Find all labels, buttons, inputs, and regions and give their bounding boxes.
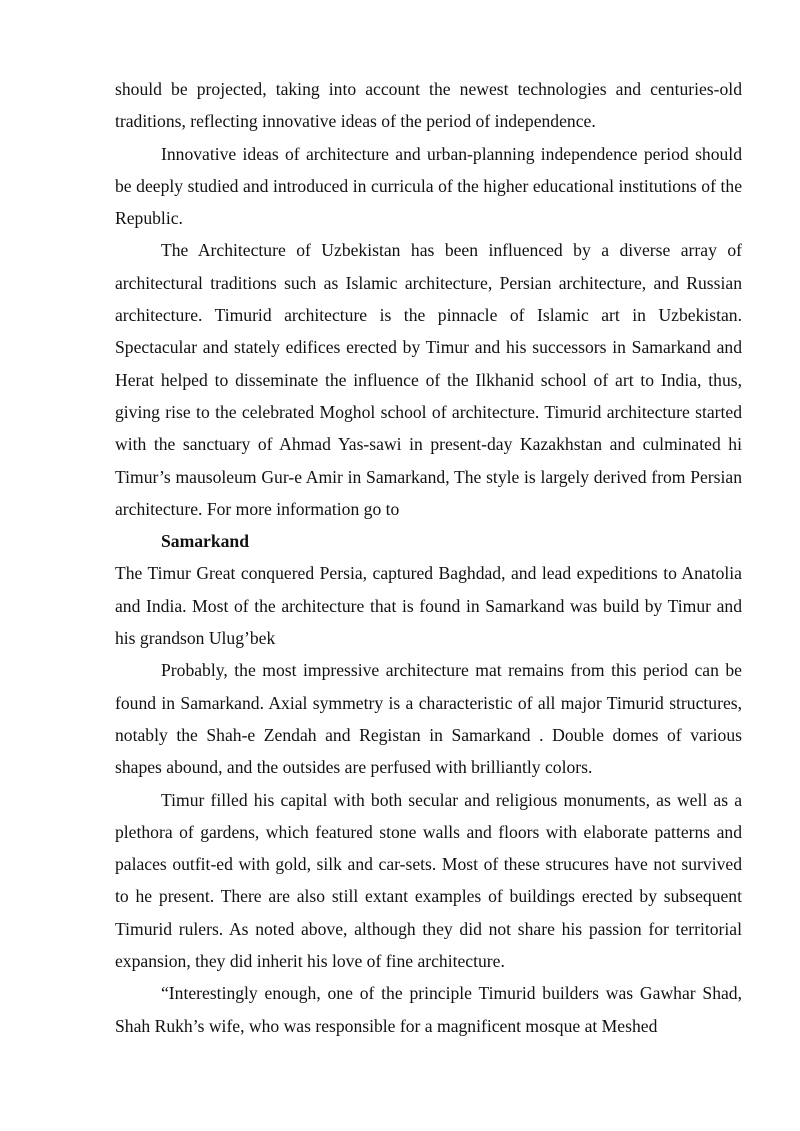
paragraph-gawhar-shad: “Interestingly enough, one of the principle Timurid builders was Gawhar Shad, Shah Rukh’s wife, who was responsible for a magnificent mosque at Meshed — [115, 983, 742, 1036]
document-body — [115, 73, 742, 1042]
paragraph-impressive-architecture: Probably, the most impressive architecture mat remains from this period can be found in Samarkand. Axial symmetry is a characteristic of all major Timurid structures, notably the Shah-e Zendah and Registan in Samarkand . Double domes of various shapes abound, and the outsides are perfused with brilliantly colors. — [115, 660, 742, 778]
paragraph-innovative-ideas: Innovative ideas of architecture and urban-planning independence period should be deeply studied and introduced in curricula of the higher educational institutions of the Republic. — [115, 143, 742, 229]
paragraph-timur-conquests: The Timur Great conquered Persia, captured Baghdad, and lead expeditions to Anatolia and India. Most of the architecture that is found in Samarkand was build by Timur and his grandson Ulug’bek — [115, 563, 742, 649]
paragraph-architecture-of-uzbekistan: The Architecture of Uzbekistan has been influenced by a diverse array of architectural traditions such as Islamic architecture, Persian architecture, and Russian architecture. Timurid architecture is the pinnacle of Islamic art in Uzbekistan. Spectacular and stately edifices erected by Timur and his successors in Samarkand and Herat helped to disseminate the influence of the Ilkhanid school of art to India, thus, giving rise to the celebrated Moghol school of architecture. Timurid architecture started with the sanctuary of Ahmad Yas-sawi in present-day Kazakhstan and culminated hi Timur’s mausoleum Gur-e Amir in Samarkand, The style is largely derived from Persian architecture. For more information go to — [115, 240, 742, 519]
paragraph-continuation: should be projected, taking into account the newest technologies and centuries-old traditions, reflecting innovative ideas of the period of independence. — [115, 79, 742, 132]
paragraph-timur-capital: Timur filled his capital with both secular and religious monuments, as well as a plethora of gardens, which featured stone walls and floors with elaborate patterns and palaces outfit-ed with gold, silk and car-sets. Most of these strucures have not survived to he present. There are also still extant examples of buildings erected by subsequent Timurid rulers. As noted above, although they did not share his passion for territorial expansion, they did inherit his love of fine architecture. — [115, 789, 742, 972]
section-heading-samarkand: Samarkand — [161, 531, 249, 552]
